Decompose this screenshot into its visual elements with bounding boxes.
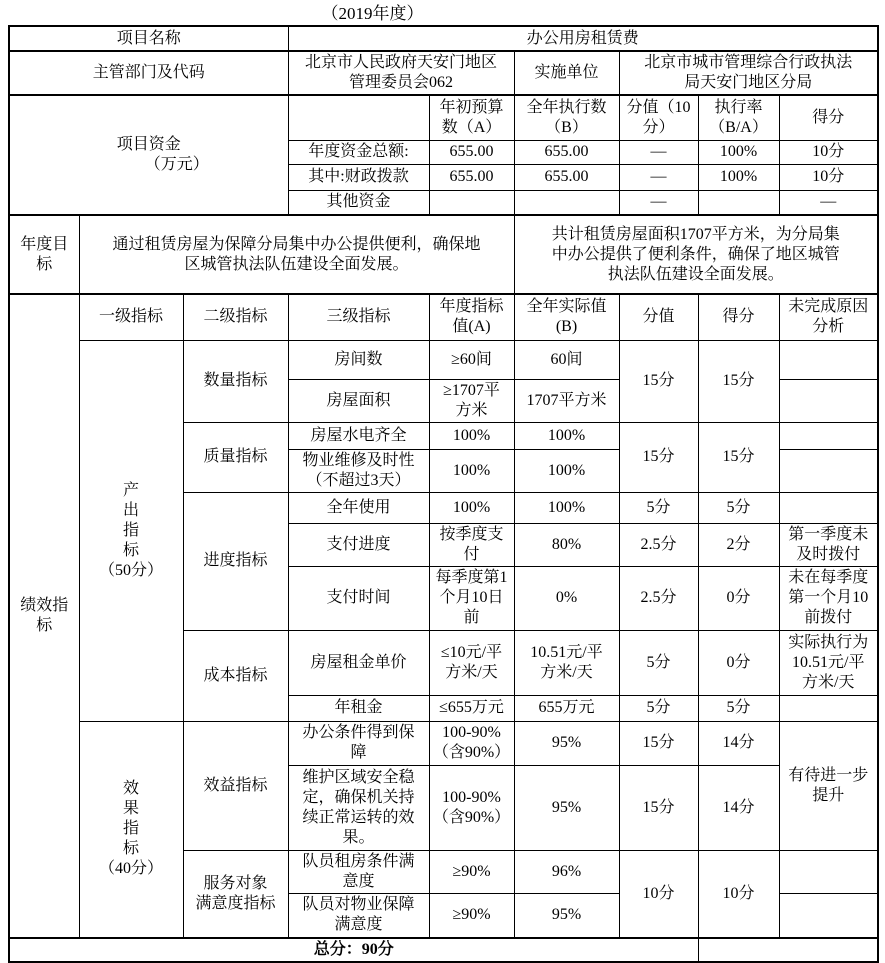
- funds-fiscal-label: 其中:财政拨款: [288, 164, 429, 190]
- funds-head-score: 得分: [779, 95, 878, 140]
- utilities-target: 100%: [429, 422, 514, 449]
- satisfaction-score: 10分: [698, 850, 779, 938]
- funds-total-label: 年度资金总额:: [288, 140, 429, 164]
- quality-score: 15分: [698, 422, 779, 492]
- rooms-reason: [779, 340, 878, 379]
- row-rooms: [9, 340, 878, 379]
- annrent-value: 5分: [619, 695, 698, 721]
- area-reason: [779, 379, 878, 422]
- unitrent-reason: 实际执行为 10.51元/平 方米/天: [779, 630, 878, 695]
- use-actual: 100%: [514, 492, 619, 523]
- maint-target: 100%: [429, 449, 514, 492]
- safety-actual: 95%: [514, 765, 619, 850]
- funds-head-blank: [288, 95, 429, 140]
- goal-result-text: 共计租赁房屋面积1707平方米，为分局集 中办公提供了便利条件，确保了地区城管 执法队伍建设全面发展。: [514, 215, 878, 294]
- cost-group-label: 成本指标: [183, 630, 288, 721]
- annrent-target: ≤655万元: [429, 695, 514, 721]
- funds-fiscal-exec: 655.00: [514, 164, 619, 190]
- rooms-target: ≥60间: [429, 340, 514, 379]
- funds-head-budget: 年初预算 数（A）: [429, 95, 514, 140]
- dept-label: 主管部门及代码: [9, 51, 288, 95]
- impl-unit-label: 实施单位: [514, 51, 619, 95]
- unitrent-name: 房屋租金单价: [288, 630, 429, 695]
- head-reason: 未完成原因 分析: [779, 294, 878, 340]
- paytime-target: 每季度第1 个月10日 前: [429, 566, 514, 630]
- rooms-actual: 60间: [514, 340, 619, 379]
- paytime-actual: 0%: [514, 566, 619, 630]
- paytime-reason: 未在每季度 第一个月10 前拨付: [779, 566, 878, 630]
- use-score: 5分: [698, 492, 779, 523]
- payprog-name: 支付进度: [288, 523, 429, 566]
- memprop-reason: [779, 893, 878, 938]
- payprog-score: 2分: [698, 523, 779, 566]
- funds-total-budget: 655.00: [429, 140, 514, 164]
- use-reason: [779, 492, 878, 523]
- funds-total-exec: 655.00: [514, 140, 619, 164]
- quantity-value: 15分: [619, 340, 698, 422]
- goal-label: 年度目 标: [9, 215, 79, 294]
- funds-head-value: 分值（10 分）: [619, 95, 698, 140]
- quality-group-label: 质量指标: [183, 422, 288, 492]
- benefit-reason: 有待进一步 提升: [779, 721, 878, 850]
- memprop-name: 队员对物业保障 满意度: [288, 893, 429, 938]
- area-target: ≥1707平 方米: [429, 379, 514, 422]
- funds-fiscal-rate: 100%: [698, 164, 779, 190]
- funds-head-exec: 全年执行数 （B）: [514, 95, 619, 140]
- funds-other-rate: [698, 190, 779, 215]
- output-group-label: 产 出 指 标 （50分）: [79, 340, 183, 721]
- annrent-reason: [779, 695, 878, 721]
- head-target: 年度指标 值(A): [429, 294, 514, 340]
- memrent-name: 队员租房条件满 意度: [288, 850, 429, 893]
- unitrent-target: ≤10元/平 方米/天: [429, 630, 514, 695]
- total-blank: [698, 938, 878, 962]
- funds-other-value: —: [619, 190, 698, 215]
- memprop-actual: 95%: [514, 893, 619, 938]
- head-level3: 三级指标: [288, 294, 429, 340]
- head-actual: 全年实际值 (B): [514, 294, 619, 340]
- use-name: 全年使用: [288, 492, 429, 523]
- funds-other-budget: [429, 190, 514, 215]
- funds-section-label: 项目资金 （万元）: [9, 95, 288, 215]
- perf-section-label: 绩效指 标: [9, 294, 79, 938]
- total-score: 总分：90分: [9, 938, 698, 962]
- maint-reason: [779, 449, 878, 492]
- paytime-name: 支付时间: [288, 566, 429, 630]
- maint-actual: 100%: [514, 449, 619, 492]
- project-name-value: 办公用房租赁费: [288, 26, 878, 51]
- effect-group-label: 效 果 指 标 （40分）: [79, 721, 183, 938]
- payprog-actual: 80%: [514, 523, 619, 566]
- annrent-name: 年租金: [288, 695, 429, 721]
- report-year-title: （2019年度）: [321, 4, 424, 23]
- memprop-target: ≥90%: [429, 893, 514, 938]
- memrent-actual: 96%: [514, 850, 619, 893]
- payprog-reason: 第一季度未 及时拨付: [779, 523, 878, 566]
- head-level2: 二级指标: [183, 294, 288, 340]
- area-actual: 1707平方米: [514, 379, 619, 422]
- funds-other-exec: [514, 190, 619, 215]
- head-score: 得分: [698, 294, 779, 340]
- row-office-conditions: [9, 721, 878, 765]
- funds-total-score: 10分: [779, 140, 878, 164]
- impl-unit-value: 北京市城市管理综合行政执法 局天安门地区分局: [619, 51, 878, 95]
- funds-total-value: —: [619, 140, 698, 164]
- funds-fiscal-score: 10分: [779, 164, 878, 190]
- head-level1: 一级指标: [79, 294, 183, 340]
- unitrent-score: 0分: [698, 630, 779, 695]
- safety-name: 维护区域安全稳 定，确保机关持 续正常运转的效 果。: [288, 765, 429, 850]
- goal-plan-text: 通过租赁房屋为保障分局集中办公提供便利，确保地 区城管执法队伍建设全面发展。: [79, 215, 514, 294]
- officecond-value: 15分: [619, 721, 698, 765]
- funds-other-score: —: [779, 190, 878, 215]
- dept-value: 北京市人民政府天安门地区 管理委员会062: [288, 51, 514, 95]
- maint-name: 物业维修及时性 （不超过3天）: [288, 449, 429, 492]
- funds-total-rate: 100%: [698, 140, 779, 164]
- safety-value: 15分: [619, 765, 698, 850]
- officecond-actual: 95%: [514, 721, 619, 765]
- utilities-actual: 100%: [514, 422, 619, 449]
- head-value: 分值: [619, 294, 698, 340]
- memrent-target: ≥90%: [429, 850, 514, 893]
- payprog-target: 按季度支 付: [429, 523, 514, 566]
- funds-fiscal-value: —: [619, 164, 698, 190]
- safety-target: 100-90% （含90%）: [429, 765, 514, 850]
- unitrent-actual: 10.51元/平 方米/天: [514, 630, 619, 695]
- paytime-value: 2.5分: [619, 566, 698, 630]
- memrent-reason: [779, 850, 878, 893]
- use-target: 100%: [429, 492, 514, 523]
- project-name-label: 项目名称: [9, 26, 288, 51]
- quantity-group-label: 数量指标: [183, 340, 288, 422]
- utilities-reason: [779, 422, 878, 449]
- benefit-group-label: 效益指标: [183, 721, 288, 850]
- funds-other-label: 其他资金: [288, 190, 429, 215]
- funds-fiscal-budget: 655.00: [429, 164, 514, 190]
- use-value: 5分: [619, 492, 698, 523]
- safety-score: 14分: [698, 765, 779, 850]
- annrent-actual: 655万元: [514, 695, 619, 721]
- payprog-value: 2.5分: [619, 523, 698, 566]
- unitrent-value: 5分: [619, 630, 698, 695]
- quality-value: 15分: [619, 422, 698, 492]
- officecond-name: 办公条件得到保 障: [288, 721, 429, 765]
- annrent-score: 5分: [698, 695, 779, 721]
- area-name: 房屋面积: [288, 379, 429, 422]
- funds-head-rate: 执行率 （B/A）: [698, 95, 779, 140]
- quantity-score: 15分: [698, 340, 779, 422]
- utilities-name: 房屋水电齐全: [288, 422, 429, 449]
- satisfaction-group-label: 服务对象 满意度指标: [183, 850, 288, 938]
- officecond-target: 100-90% （含90%）: [429, 721, 514, 765]
- performance-report-table: [8, 25, 879, 963]
- progress-group-label: 进度指标: [183, 492, 288, 630]
- satisfaction-value: 10分: [619, 850, 698, 938]
- officecond-score: 14分: [698, 721, 779, 765]
- rooms-name: 房间数: [288, 340, 429, 379]
- paytime-score: 0分: [698, 566, 779, 630]
